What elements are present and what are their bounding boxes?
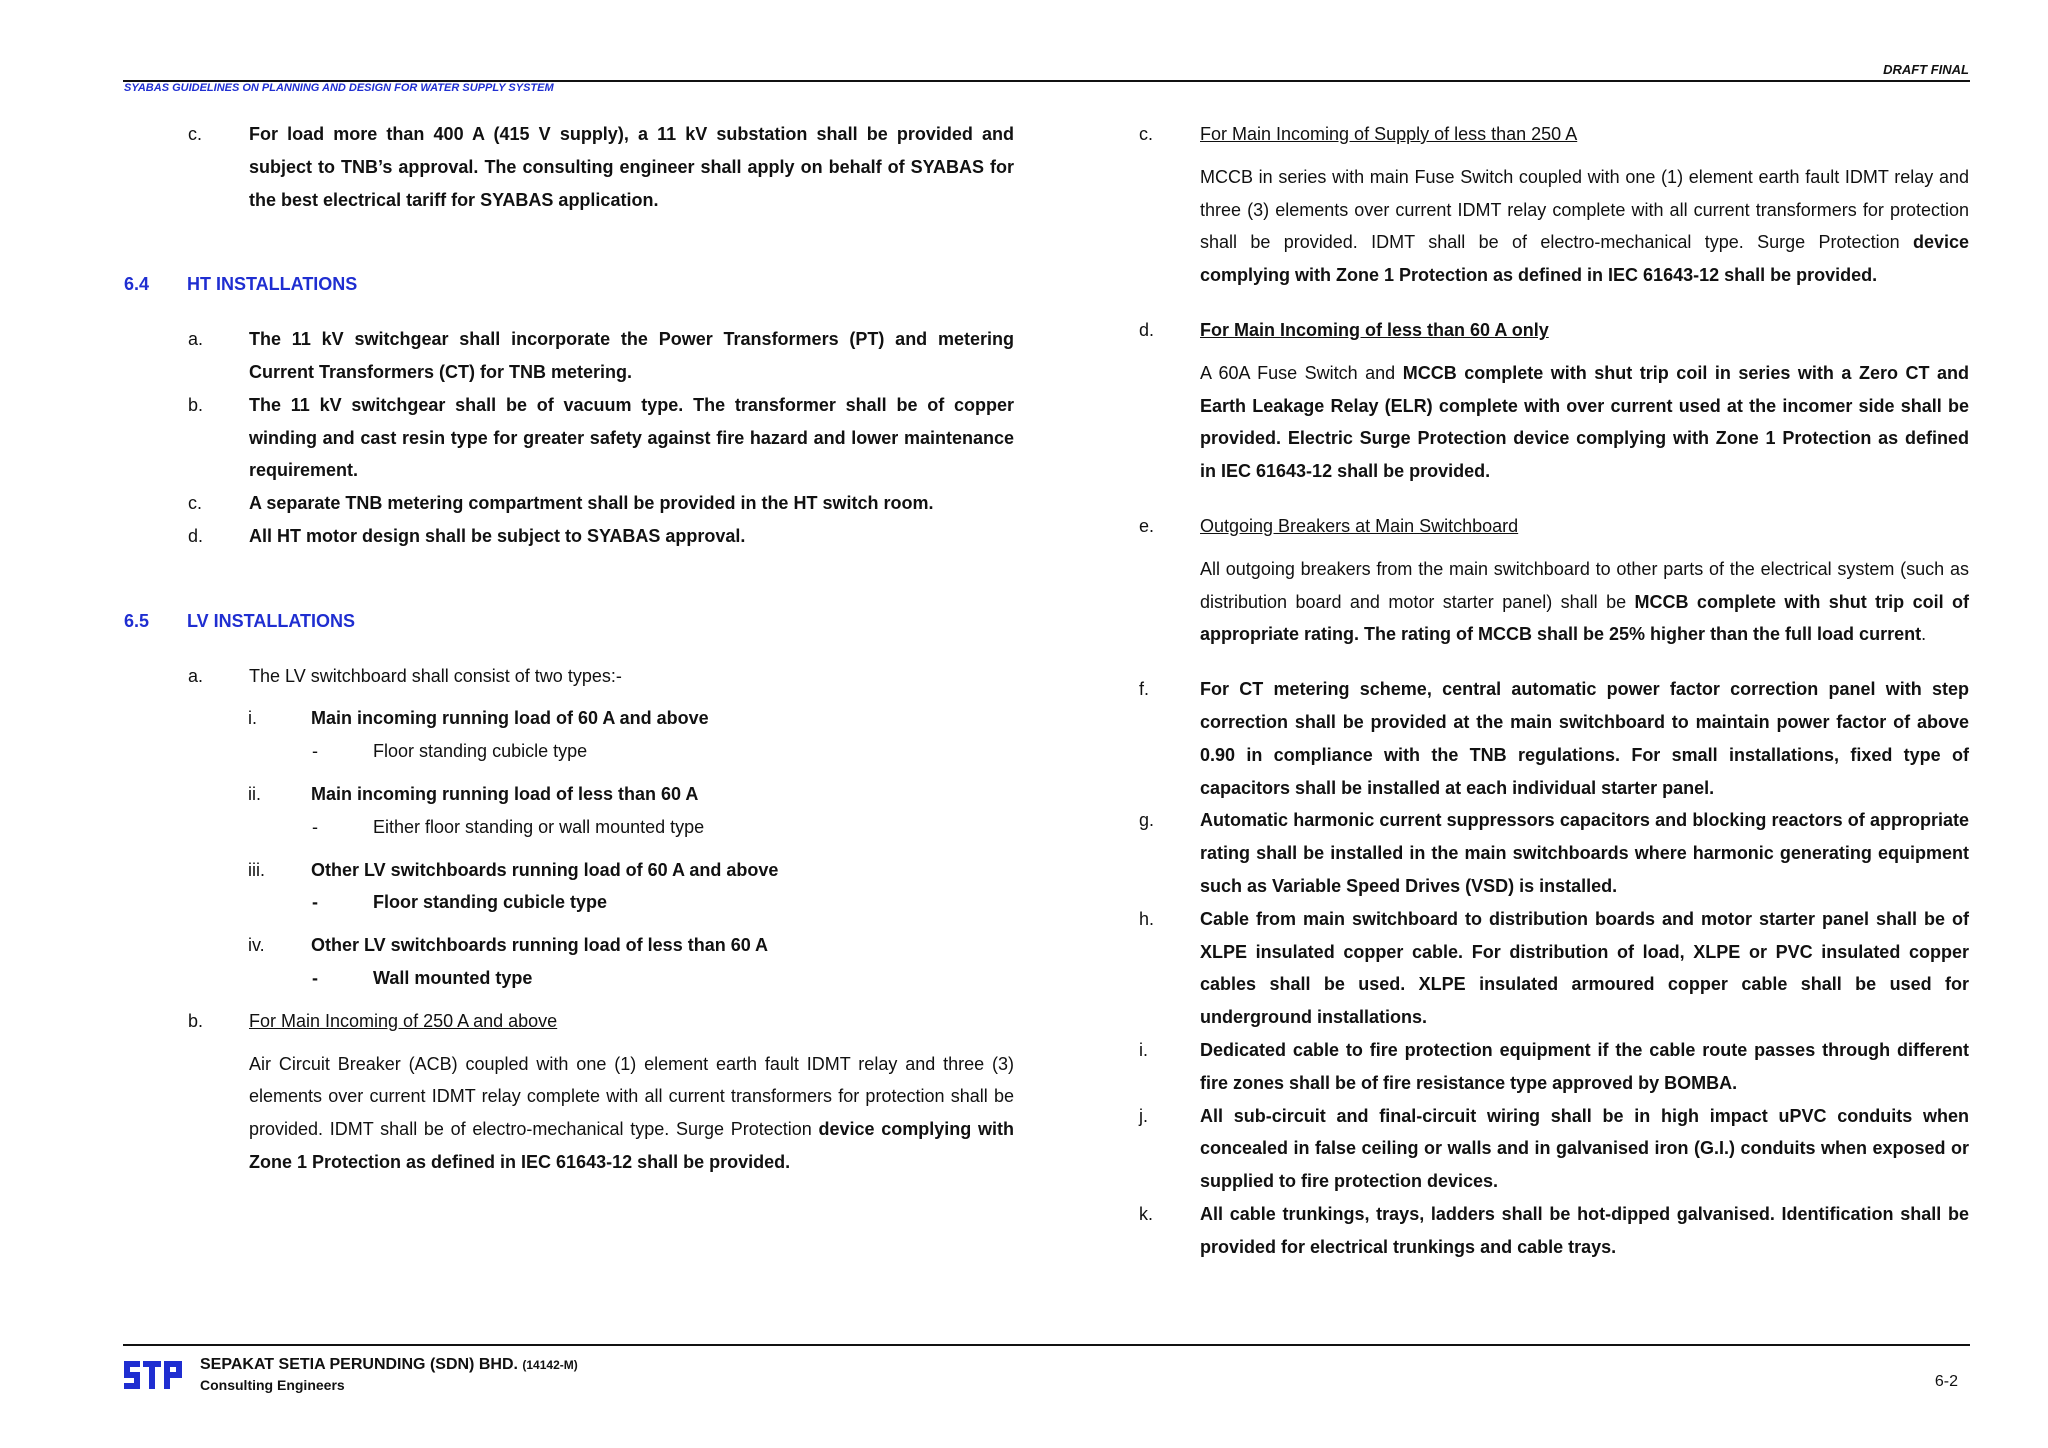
lv-type-iii xyxy=(124,854,1014,887)
lv-type-ii xyxy=(124,778,1014,811)
section-number: 6.5 xyxy=(124,610,150,631)
item-marker: d. xyxy=(1139,319,1155,340)
item-heading: For Main Incoming of less than 60 A only xyxy=(1200,319,1549,340)
type-title: Main incoming running load of less than 60 A xyxy=(311,783,699,804)
right-item-f xyxy=(1139,673,1969,804)
item-marker: h. xyxy=(1139,908,1155,929)
body-text: All outgoing breakers from the main switchboard to other parts of the electrical system (such as distribution board and motor starter panel) shall be xyxy=(1200,558,1969,612)
section-title: HT INSTALLATIONS xyxy=(187,274,358,295)
dash-marker: - xyxy=(312,741,318,762)
lv-type-ii-detail xyxy=(124,811,1014,844)
type-detail: Floor standing cubicle type xyxy=(373,741,588,762)
item-text: The 11 kV switchgear shall incorporate the Power Transformers (PT) and metering Current Transformers (CT) for TNB metering. xyxy=(249,329,1014,382)
dash-marker: - xyxy=(312,816,318,837)
ht-item-c xyxy=(124,487,1014,520)
item-marker: a. xyxy=(188,665,204,686)
right-item-k xyxy=(1139,1198,1969,1264)
item-text: For load more than 400 A (415 V supply), a 11 kV substation shall be provided and subject to TNB’s approval. The consulting engineer shall apply on behalf of SYABAS for the best electrical tariff for SYABAS application. xyxy=(249,124,1014,210)
item-marker: c. xyxy=(188,124,203,144)
item-marker: f. xyxy=(1139,679,1150,700)
lv-item-a xyxy=(124,660,1014,693)
lv-item-b xyxy=(124,1005,1014,1038)
lv-type-iii-detail xyxy=(124,886,1014,919)
body-text: Air Circuit Breaker (ACB) coupled with one (1) element earth fault IDMT relay and three (3) elements over current IDMT relay complete with all current transformers for protection shall be provided. IDMT shall be of electro-mechanical type. Surge Protection xyxy=(249,1053,1014,1140)
body-text-bold: MCCB complete with shut trip coil in series with a Zero CT and Earth Leakage Relay (ELR) complete with over current used at the incomer side shall be provided. Electric Surge Protection device complying with Zone 1 Protection as defined in IEC 61643-12 shall be provided. xyxy=(1200,362,1970,482)
company-logo-icon xyxy=(124,1359,182,1391)
left-column xyxy=(124,118,1014,1179)
lv-type-iv-detail xyxy=(124,962,1014,995)
right-item-j xyxy=(1139,1100,1969,1198)
body-text: A 60A Fuse Switch and xyxy=(1200,362,1403,383)
item-marker: j. xyxy=(1139,1105,1148,1126)
item-marker: b. xyxy=(188,1010,204,1031)
ht-item-d xyxy=(124,520,1014,553)
lv-type-i xyxy=(124,702,1014,735)
item-marker: c. xyxy=(188,493,203,514)
company-name: SEPAKAT SETIA PERUNDING (SDN) BHD. xyxy=(200,1356,518,1373)
right-column xyxy=(1139,118,1969,1264)
item-marker: g. xyxy=(1139,810,1155,831)
lv-type-i-detail xyxy=(124,735,1014,768)
dash-marker: - xyxy=(312,892,318,913)
item-heading: For Main Incoming of 250 A and above xyxy=(249,1010,558,1031)
item-text: For CT metering scheme, central automatic power factor correction panel with step correction shall be provided at the main switchboard to maintain power factor of above 0.90 in compliance with the TNB regulations. For small installations, fixed type of capacitors shall be installed at each individual starter panel. xyxy=(1200,679,1969,798)
type-title: Other LV switchboards running load of less than 60 A xyxy=(311,935,769,956)
section-number: 6.4 xyxy=(124,274,150,295)
section-title: LV INSTALLATIONS xyxy=(187,610,355,631)
item-text: The LV switchboard shall consist of two types:- xyxy=(249,665,622,686)
type-detail: Wall mounted type xyxy=(373,967,533,988)
type-detail: Floor standing cubicle type xyxy=(373,892,608,913)
ht-item-a xyxy=(124,323,1014,389)
page-number: 6-2 xyxy=(1934,1373,1958,1390)
item-heading: For Main Incoming of Supply of less than 250 A xyxy=(1200,124,1578,144)
item-marker: k. xyxy=(1139,1203,1154,1224)
type-marker: i. xyxy=(248,708,257,729)
right-item-h xyxy=(1139,903,1969,1034)
type-detail: Either floor standing or wall mounted type xyxy=(373,816,705,837)
right-item-g xyxy=(1139,804,1969,902)
section-heading-6-5 xyxy=(124,605,1014,638)
body-text-bold: device complying with Zone 1 Protection as defined in IEC 61643-12 shall be provided. xyxy=(1200,232,1969,286)
right-item-d xyxy=(1139,314,1969,347)
type-title: Main incoming running load of 60 A and above xyxy=(311,708,709,729)
ht-item-b xyxy=(124,389,1014,487)
right-item-i xyxy=(1139,1034,1969,1100)
body-text-bold: MCCB complete with shut trip coil of appropriate rating. The rating of MCCB shall be 25% higher than the full load current xyxy=(1200,591,1970,645)
footer-company-name xyxy=(200,1356,578,1374)
item-text: The 11 kV switchgear shall be of vacuum type. The transformer shall be of copper winding and cast resin type for greater safety against fire hazard and lower maintenance requirement. xyxy=(249,394,1014,481)
footer-rule xyxy=(123,1344,1970,1346)
lv-item-b-body xyxy=(124,1048,1014,1179)
left-item-c xyxy=(124,118,1014,216)
right-item-e-body xyxy=(1139,553,1969,651)
item-text: All cable trunkings, trays, ladders shall be hot-dipped galvanised. Identification shall be provided for electrical trunkings and cable trays. xyxy=(1200,1203,1969,1257)
logo-shapes xyxy=(124,1361,182,1389)
right-item-e xyxy=(1139,510,1969,543)
body-text: MCCB in series with main Fuse Switch coupled with one (1) element earth fault IDMT relay and three (3) elements over current IDMT relay complete with all current transformers for protection shall be provided. IDMT shall be of electro-mechanical type. Surge Protection xyxy=(1200,166,1969,253)
item-text: All HT motor design shall be subject to SYABAS approval. xyxy=(249,525,746,546)
item-heading: Outgoing Breakers at Main Switchboard xyxy=(1200,515,1519,536)
section-heading-6-4 xyxy=(124,268,1014,301)
type-marker: ii. xyxy=(248,783,261,804)
dash-marker: - xyxy=(312,967,318,988)
right-item-d-body xyxy=(1139,357,1969,488)
item-text: A separate TNB metering compartment shall be provided in the HT switch room. xyxy=(249,493,934,514)
item-marker: e. xyxy=(1139,515,1155,536)
type-title: Other LV switchboards running load of 60 A and above xyxy=(311,859,779,880)
item-marker: a. xyxy=(188,329,204,350)
lv-type-iv xyxy=(124,929,1014,962)
type-marker: iv. xyxy=(248,935,265,956)
company-registration: (14142-M) xyxy=(522,1358,578,1372)
footer-company-subtitle: Consulting Engineers xyxy=(200,1377,345,1393)
header-draft-label: DRAFT FINAL xyxy=(1883,62,1969,77)
body-text-bold: device complying with Zone 1 Protection as defined in IEC 61643-12 shall be provided. xyxy=(249,1119,1014,1172)
item-marker: c. xyxy=(1139,124,1154,144)
body-text-end: . xyxy=(1921,624,1927,645)
type-marker: iii. xyxy=(248,859,265,880)
header-document-title: SYABAS GUIDELINES ON PLANNING AND DESIGN FOR WATER SUPPLY SYSTEM xyxy=(124,82,554,94)
item-marker: b. xyxy=(188,394,204,415)
item-text: Automatic harmonic current suppressors capacitors and blocking reactors of appropriate rating shall be installed in the main switchboards where harmonic generating equipment such as Variable Speed Drives (VSD) is installed. xyxy=(1200,810,1969,896)
item-text: Cable from main switchboard to distribution boards and motor starter panel shall be of XLPE insulated copper cable. For distribution of load, XLPE or PVC insulated copper cables shall be used. XLPE insulated armoured copper cable shall be used for underground installations. xyxy=(1200,908,1969,1028)
item-marker: i. xyxy=(1139,1039,1148,1060)
right-item-c xyxy=(1139,118,1969,151)
right-item-c-body xyxy=(1139,161,1969,292)
item-marker: d. xyxy=(188,525,204,546)
item-text: All sub-circuit and final-circuit wiring shall be in high impact uPVC conduits when concealed in false ceiling or walls and in galvanised iron (G.I.) conduits when exposed or supplied to fire protection devices. xyxy=(1200,1105,1969,1192)
item-text: Dedicated cable to fire protection equipment if the cable route passes through different fire zones shall be of fire resistance type approved by BOMBA. xyxy=(1200,1039,1969,1093)
